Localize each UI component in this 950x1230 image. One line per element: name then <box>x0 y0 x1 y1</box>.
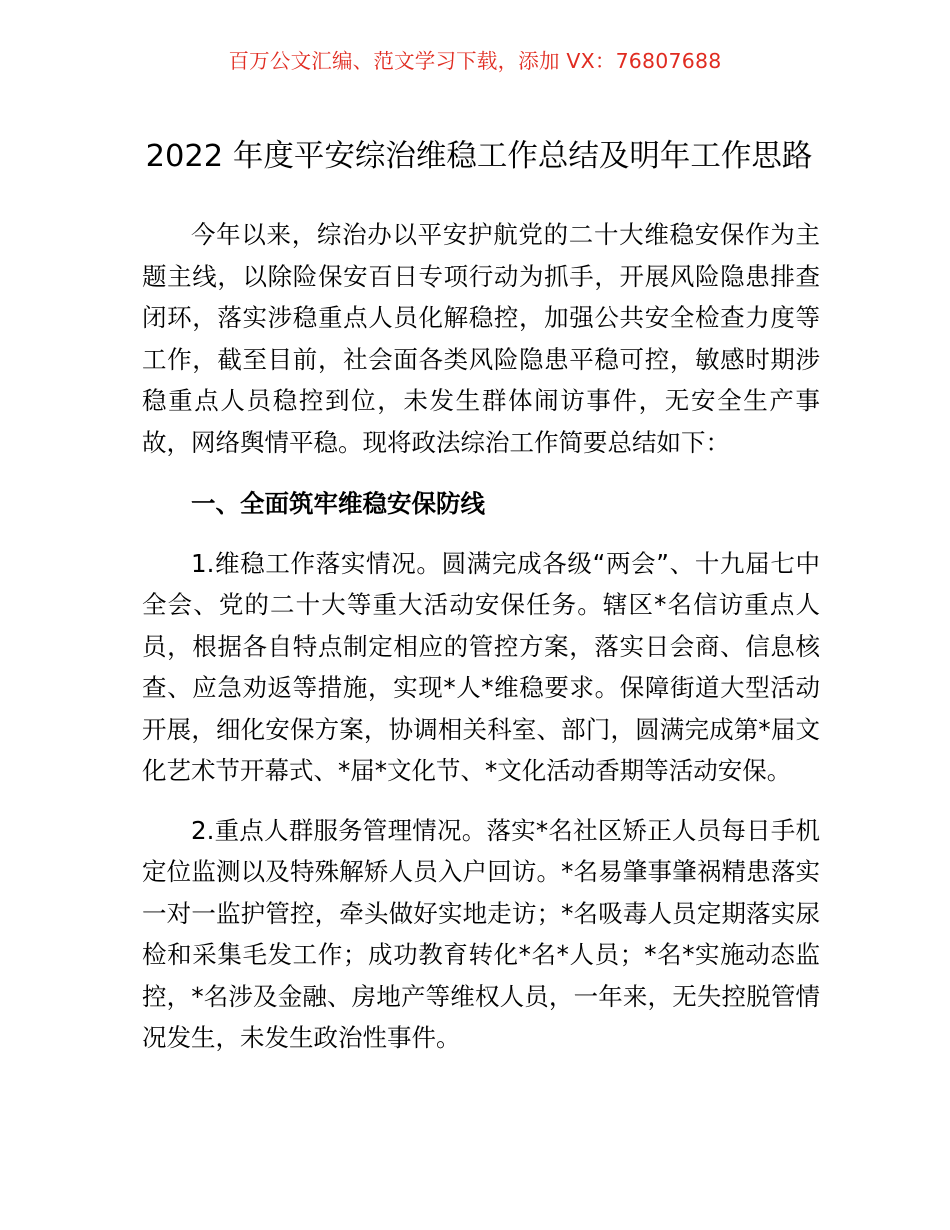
document-body <box>142 214 820 1059</box>
section-heading-1: 一、全面筑牢维稳安保防线 <box>191 489 485 518</box>
paragraph-intro: 今年以来，综治办以平安护航党的二十大维稳安保作为主题主线，以除险保安百日专项行动为抓手，开展风险隐患排查闭环，落实涉稳重点人员化解稳控，加强公共安全检查力度等工作，截至目前，社会面各类风险隐患平稳可控，敏感时期涉稳重点人员稳控到位，未发生群体闹访事件，无安全生产事故，网络舆情平稳。现将政法综治工作简要总结如下： <box>142 220 820 457</box>
paragraph-item-2: 2.重点人群服务管理情况。落实*名社区矫正人员每日手机定位监测以及特殊解矫人员入户回访。*名易肇事肇祸精患落实一对一监护管控，牵头做好实地走访；*名吸毒人员定期落实尿检和采集毛发工作；成功教育转化*名*人员；*名*实施动态监控，*名涉及金融、房地产等维权人员，一年来，无失控脱管情况发生，未发生政治性事件。 <box>142 815 820 1052</box>
paragraph-item-1: 1.维稳工作落实情况。圆满完成各级“两会”、十九届七中全会、党的二十大等重大活动安保任务。辖区*名信访重点人员，根据各自特点制定相应的管控方案，落实日会商、信息核查、应急劝返等措施，实现*人*维稳要求。保障街道大型活动开展，细化安保方案，协调相关科室、部门，圆满完成第*届文化艺术节开幕式、*届*文化节、*文化活动香期等活动安保。 <box>142 548 820 785</box>
page-title: 2022 年度平安综治维稳工作总结及明年工作思路 <box>145 139 813 175</box>
promo-banner: 百万公文汇编、范文学习下载，添加 VX：76807688 <box>228 49 722 73</box>
